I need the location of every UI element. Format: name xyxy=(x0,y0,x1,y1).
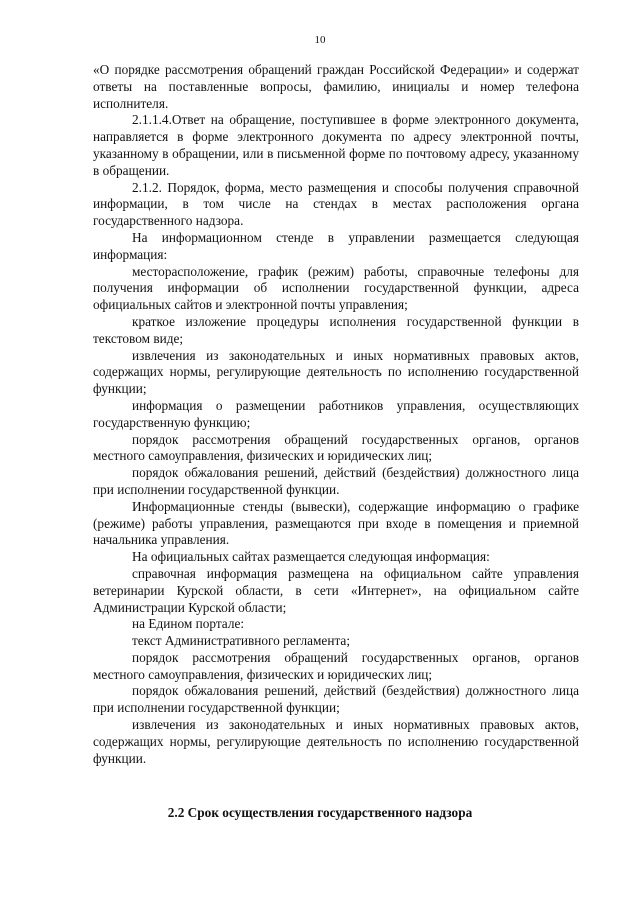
list-item-legal-extracts: извлечения из законодательных и иных нормативных правовых актов, содержащих нормы, регулирующие деятельность по исполнению государственной функции; xyxy=(93,347,579,397)
list-item-unified-portal: на Едином портале: xyxy=(132,616,245,632)
list-item-staff-placement: информация о размещении работников управления, осуществляющих государственную функцию; xyxy=(93,397,579,430)
list-item-location-schedule: месторасположение, график (режим) работы, справочные телефоны для получения информации об исполнении государственной функции, адреса официальных сайтов и электронной почты управления; xyxy=(93,263,579,313)
section-heading: 2.2 Срок осуществления государственного надзора xyxy=(167,805,473,820)
list-item-procedure-summary: краткое изложение процедуры исполнения государственной функции в текстовом виде; xyxy=(93,313,579,346)
paragraph-official-sites-intro: На официальных сайтах размещается следующая информация: xyxy=(132,549,490,565)
paragraph-2-1-2: 2.1.2. Порядок, форма, место размещения и способы получения справочной информации, в том числе на стендах в местах расположения органа государственного надзора. xyxy=(93,179,579,229)
list-item-appeals-procedure: порядок рассмотрения обращений государственных органов, органов местного самоуправления, физических и юридических лиц; xyxy=(93,431,579,464)
list-item-official-site-info: справочная информация размещена на официальном сайте управления ветеринарии Курской области, в сети «Интернет», на официальном сайте Администрации Курской области; xyxy=(93,565,579,615)
paragraph-info-stand-intro: На информационном стенде в управлении размещается следующая информация: xyxy=(93,229,579,262)
list-item-portal-complaint-procedure: порядок обжалования решений, действий (бездействия) должностного лица при исполнении государственной функции; xyxy=(93,683,579,716)
paragraph-info-stands-placement: Информационные стенды (вывески), содержащие информацию о графике (режиме) работы управления, размещаются при входе в помещения и приемной начальника управления. xyxy=(93,498,579,548)
page-number: 10 xyxy=(314,34,326,46)
list-item-regulation-text: текст Административного регламента; xyxy=(132,633,351,649)
list-item-complaint-procedure: порядок обжалования решений, действий (бездействия) должностного лица при исполнении государственной функции. xyxy=(93,465,579,497)
paragraph-2-1-1-4: 2.1.1.4.Ответ на обращение, поступившее в форме электронного документа, направляется в форме электронного документа по адресу электронной почты, указанному в обращении, или в письменной форме по почтовому адресу, указанному в обращении. xyxy=(93,112,579,178)
list-item-portal-legal-extracts: извлечения из законодательных и иных нормативных правовых актов, содержащих нормы, регулирующие деятельность по исполнению государственной функции. xyxy=(93,717,579,766)
list-item-portal-appeals-procedure: порядок рассмотрения обращений государственных органов, органов местного самоуправления, физических и юридических лиц; xyxy=(93,649,579,682)
document-body xyxy=(93,62,579,767)
paragraph-continuation: «О порядке рассмотрения обращений граждан Российской Федерации» и содержат ответы на поставленные вопросы, фамилию, инициалы и номер телефона исполнителя. xyxy=(93,62,579,111)
